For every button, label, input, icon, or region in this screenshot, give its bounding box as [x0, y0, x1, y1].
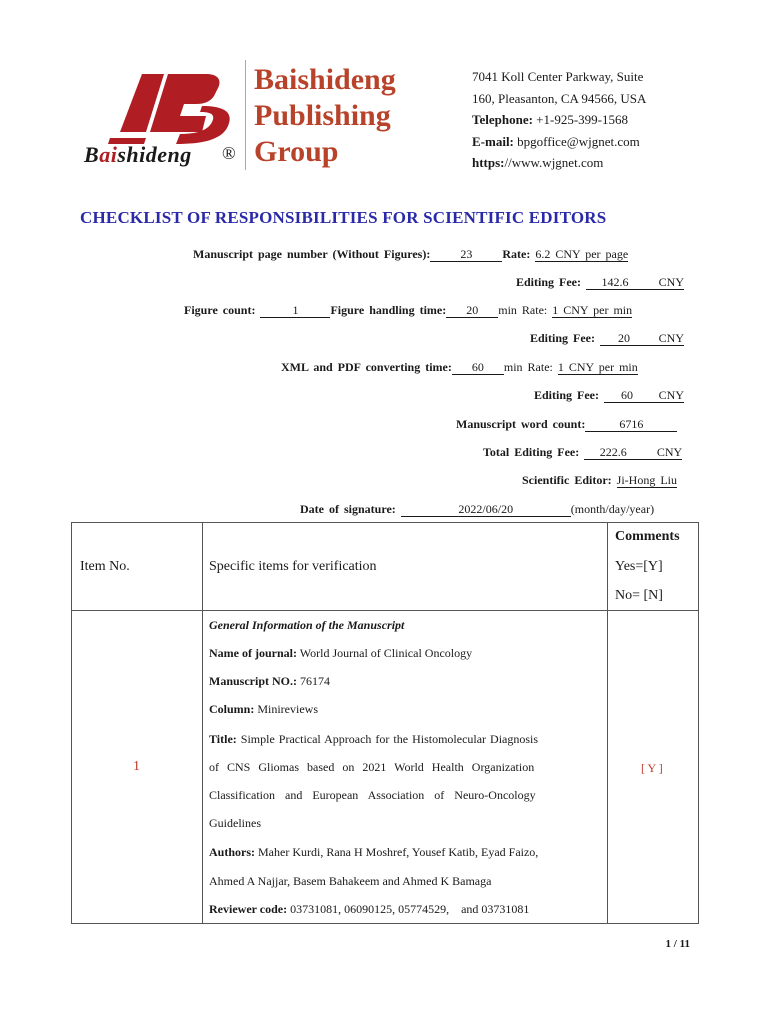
- authors: Authors: Maher Kurdi, Rana H Moshref, Yousef Katib, Eyad Faizo,: [209, 845, 539, 859]
- header-yes: Yes=[Y]: [615, 559, 663, 574]
- figure-line: Figure count: 1 Figure handling time: 20 min Rate: 1 CNY per min: [184, 303, 633, 317]
- figure-fee-line: Editing Fee: 20 CNY: [530, 331, 684, 345]
- manuscript-number: Manuscript NO.: 76174: [209, 674, 330, 688]
- item-number: 1: [133, 759, 140, 774]
- address-line-1: 7041 Koll Center Parkway, Suite: [472, 69, 644, 84]
- authors-line2: Ahmed A Najjar, Basem Bahakeem and Ahmed K Bamaga: [209, 874, 492, 888]
- telephone: Telephone: +1-925-399-1568: [472, 112, 628, 127]
- email: E-mail: bpgoffice@wjgnet.com: [472, 133, 640, 149]
- page-fee-line: Editing Fee: 142.6 CNY: [516, 275, 684, 289]
- signature-date-line: Date of signature: 2022/06/20 (month/day/year): [300, 502, 655, 516]
- journal-name: Name of journal: World Journal of Clinical Oncology: [209, 646, 473, 660]
- checklist-table: [71, 522, 699, 924]
- xml-fee-line: Editing Fee: 60 CNY: [534, 388, 684, 402]
- page-title: CHECKLIST OF RESPONSIBILITIES FOR SCIENTIFIC EDITORS: [80, 208, 607, 227]
- page-number: 1 / 11: [665, 938, 690, 950]
- comment-value: [ Y ]: [641, 761, 663, 775]
- column-type: Column: Minireviews: [209, 702, 318, 716]
- page-count-line: Manuscript page number (Without Figures): 23 Rate: 6.2 CNY per page: [193, 247, 629, 261]
- header-verification: Specific items for verification: [209, 559, 377, 574]
- manuscript-title: Title: Simple Practical Approach for the Histomolecular Diagnosis: [209, 732, 539, 746]
- scientific-editor-line: Scientific Editor: Ji-Hong Liu: [522, 473, 677, 487]
- logo-wordmark: Baishideng: [84, 142, 192, 167]
- manuscript-title-line3: Classification and European Association of Neuro-Oncology: [209, 788, 536, 802]
- header-divider: [245, 60, 246, 170]
- header-no: No= [N]: [615, 588, 663, 603]
- word-count-line: Manuscript word count: 6716: [456, 417, 677, 432]
- header-comments: Comments: [615, 529, 680, 544]
- section-heading: General Information of the Manuscript: [209, 618, 405, 632]
- reviewer-codes: Reviewer code: 03731081, 06090125, 05774529, and 03731081: [209, 902, 530, 916]
- header-item-no: Item No.: [80, 559, 130, 574]
- xml-line: XML and PDF converting time: 60 min Rate: 1 CNY per min: [281, 360, 638, 374]
- manuscript-title-line4: Guidelines: [209, 816, 261, 830]
- registered-mark: ®: [222, 143, 236, 163]
- baishideng-logo-icon: [106, 72, 236, 146]
- website: https://www.wjgnet.com: [472, 155, 604, 170]
- address-line-2: 160, Pleasanton, CA 94566, USA: [472, 90, 647, 106]
- publisher-contact: [472, 66, 646, 174]
- total-fee-line: Total Editing Fee: 222.6 CNY: [483, 445, 683, 459]
- manuscript-title-line2: of CNS Gliomas based on 2021 World Health Organization: [209, 760, 535, 774]
- publisher-name: Baishideng Publishing Group: [254, 63, 396, 168]
